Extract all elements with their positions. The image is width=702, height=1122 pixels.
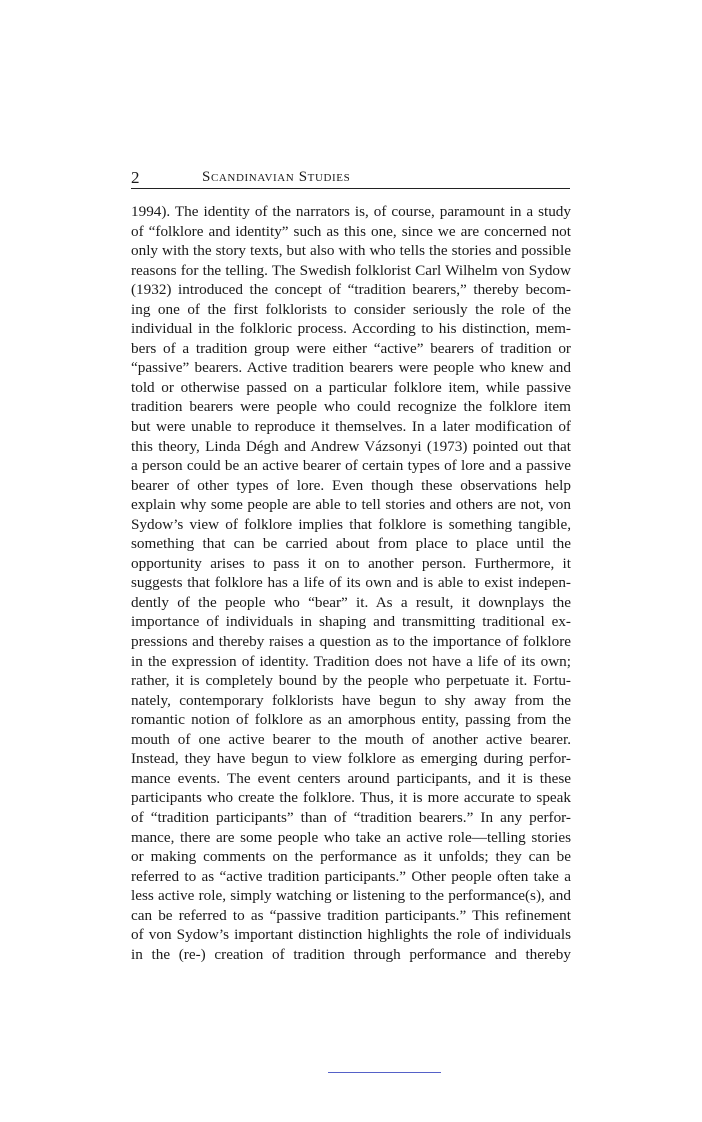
text-line: individual in the folkloric process. According to his distinction, mem-	[131, 320, 571, 338]
text-line: participants who create the folklore. Thus, it is more accurate to speak	[131, 789, 571, 807]
text-line: “passive” bearers. Active tradition bearers were people who knew and	[131, 359, 571, 377]
text-line: less active role, simply watching or listening to the performance(s), and	[131, 887, 571, 905]
running-title: Scandinavian Studies	[202, 169, 351, 185]
text-line: (1932) introduced the concept of “tradition bearers,” thereby becom-	[131, 281, 571, 299]
text-line: this theory, Linda Dégh and Andrew Vázsonyi (1973) pointed out that	[131, 437, 571, 455]
text-line: or making comments on the performance as it unfolds; they can be	[131, 848, 571, 866]
text-line: mance events. The event centers around participants, and it is these	[131, 769, 571, 787]
text-line: told or otherwise passed on a particular folklore item, while passive	[131, 378, 571, 396]
text-line: 1994). The identity of the narrators is, of course, paramount in a study	[131, 203, 571, 220]
text-line: tradition bearers were people who could recognize the folklore item	[131, 398, 571, 416]
text-line: pressions and thereby raises a question as to the importance of folklore	[131, 633, 571, 651]
text-line: nately, contemporary folklorists have begun to shy away from the	[131, 691, 571, 709]
text-line: but were unable to reproduce it themselves. In a later modification of	[131, 418, 571, 436]
text-line: romantic notion of folklore as an amorphous entity, passing from the	[131, 711, 571, 729]
running-header	[131, 166, 570, 189]
text-line: importance of individuals in shaping and transmitting traditional ex-	[131, 613, 571, 631]
text-line: in the expression of identity. Tradition does not have a life of its own;	[131, 652, 571, 670]
text-line: Instead, they have begun to view folklore as emerging during perfor-	[131, 750, 571, 768]
text-line: of “folklore and identity” such as this one, since we are concerned not	[131, 222, 571, 240]
text-line: referred to as “active tradition participants.” Other people often take a	[131, 867, 571, 885]
text-line: explain why some people are able to tell stories and others are not, von	[131, 496, 571, 514]
text-line: something that can be carried about from place to place until the	[131, 535, 571, 553]
text-line: in the (re-) creation of tradition through performance and thereby	[131, 945, 571, 963]
text-line: only with the story texts, but also with who tells the stories and possible	[131, 242, 571, 260]
text-line: of von Sydow’s important distinction highlights the role of individuals	[131, 926, 571, 944]
body-text	[131, 202, 571, 964]
text-line: bearer of other types of lore. Even though these observations help	[131, 476, 571, 494]
text-line: reasons for the telling. The Swedish folklorist Carl Wilhelm von Sydow	[131, 261, 571, 279]
text-line: Sydow’s view of folklore implies that folklore is something tangible,	[131, 515, 571, 533]
text-line: mouth of one active bearer to the mouth of another active bearer.	[131, 730, 571, 748]
text-line: suggests that folklore has a life of its own and is able to exist indepen-	[131, 574, 571, 592]
footer-rule	[328, 1072, 441, 1073]
text-line: dently of the people who “bear” it. As a result, it downplays the	[131, 593, 571, 611]
text-line: opportunity arises to pass it on to another person. Furthermore, it	[131, 554, 571, 572]
page-number: 2	[131, 168, 140, 187]
text-line: can be referred to as “passive tradition participants.” This refinement	[131, 906, 571, 924]
text-line: of “tradition participants” than of “tradition bearers.” In any perfor-	[131, 808, 571, 826]
text-line: bers of a tradition group were either “active” bearers of tradition or	[131, 339, 571, 357]
text-line: mance, there are some people who take an active role—telling stories	[131, 828, 571, 846]
text-line: ing one of the first folklorists to consider seriously the role of the	[131, 300, 571, 318]
text-line: rather, it is completely bound by the people who perpetuate it. Fortu-	[131, 672, 571, 690]
text-line: a person could be an active bearer of certain types of lore and a passive	[131, 457, 571, 475]
